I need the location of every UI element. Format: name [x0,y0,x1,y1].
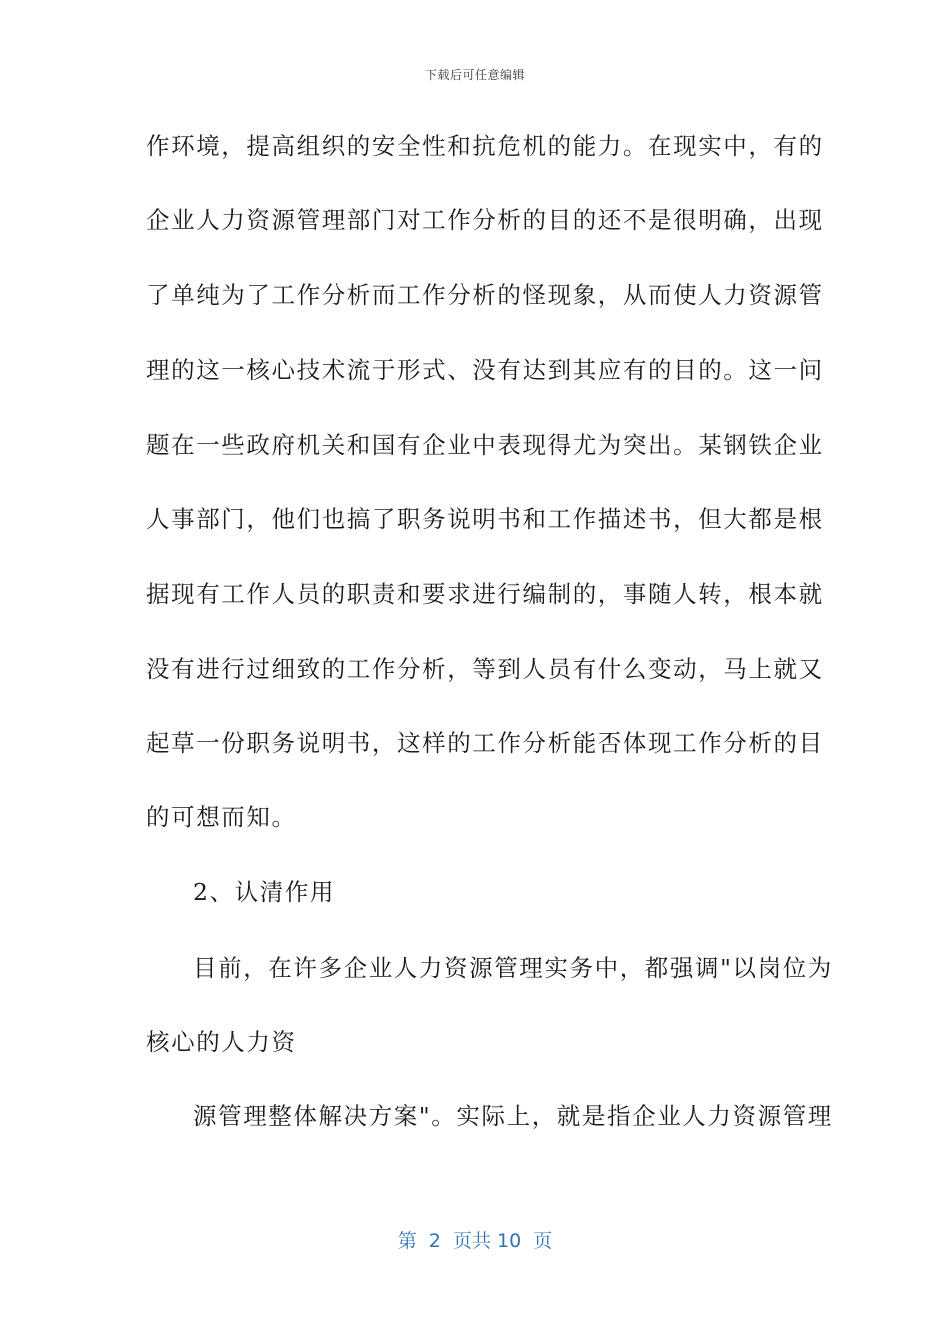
body-line: 核心的人力资 [146,1028,297,1056]
body-line: 没有进行过细致的工作分析，等到人员有什么变动，马上就又 [146,655,824,683]
body-line: 企业人力资源管理部门对工作分析的目的还不是很明确，出现 [146,206,824,234]
body-line: 人事部门，他们也搞了职务说明书和工作描述书，但大都是根 [146,505,824,533]
body-line: 了单纯为了工作分析而工作分析的怪现象，从而使人力资源管 [146,281,824,309]
body-line: 理的这一核心技术流于形式、没有达到其应有的目的。这一问 [146,356,824,384]
body-line: 目前，在许多企业人力资源管理实务中，都强调"以岗位为 [193,954,833,982]
body-line: 据现有工作人员的职责和要求进行编制的，事随人转，根本就 [146,580,824,608]
page-footer: 第 2 页共 10 页 [397,1230,553,1252]
section-heading: 2、认清作用 [193,878,336,906]
body-line: 作环境，提高组织的安全性和抗危机的能力。在现实中，有的 [146,132,824,160]
body-line: 的可想而知。 [146,803,297,831]
body-line: 题在一些政府机关和国有企业中表现得尤为突出。某钢铁企业 [146,431,824,459]
page-header: 下载后可任意编辑 [424,68,525,82]
body-line: 起草一份职务说明书，这样的工作分析能否体现工作分析的目 [146,729,824,757]
body-line: 源管理整体解决方案"。实际上，就是指企业人力资源管理 [193,1102,833,1130]
